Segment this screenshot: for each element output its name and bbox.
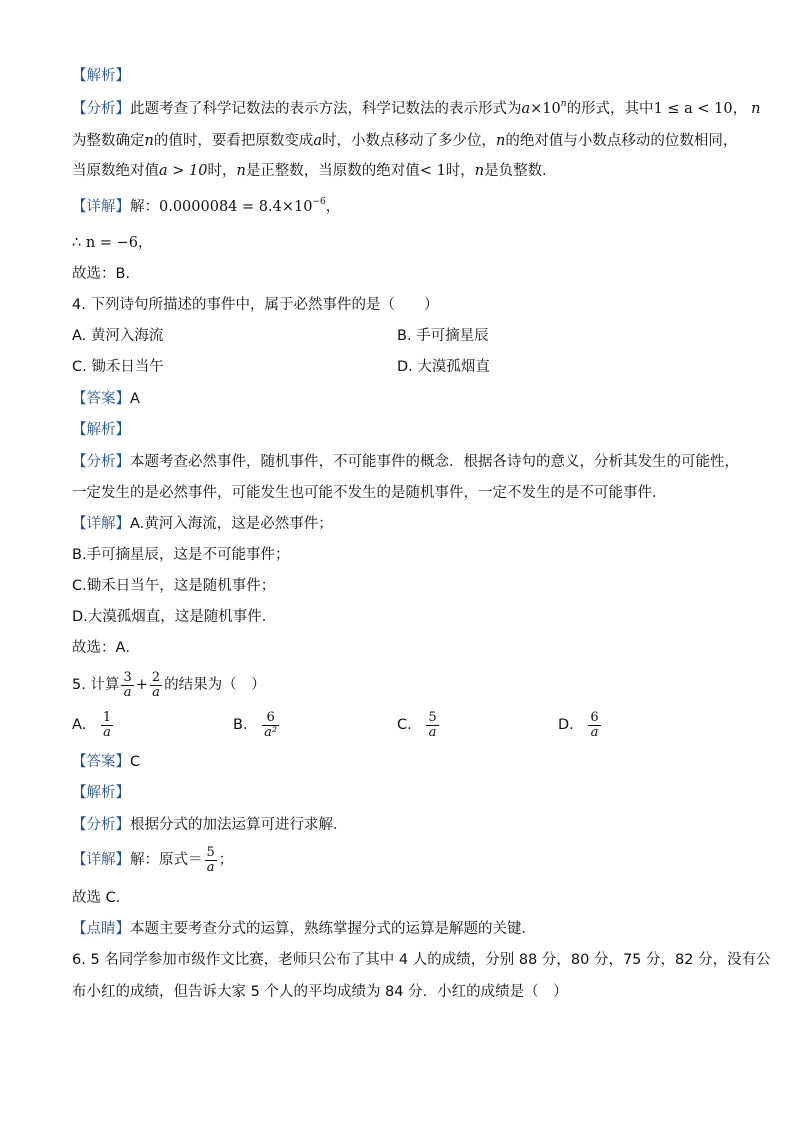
text: 时，小数点移动了多少位， — [322, 133, 496, 149]
q4-xiangjie-4: D.大漠孤烟直，这是随机事件． — [72, 609, 277, 625]
q5-dianjing — [72, 919, 724, 939]
q3-fenxi-line-3 — [72, 161, 724, 181]
fraction — [101, 711, 113, 740]
q3-jiexi-heading — [72, 66, 724, 86]
answer-tag: 【答案】 — [72, 391, 130, 407]
q4-option-b: B. 手可摘星辰 — [397, 328, 489, 344]
text: 的值时，要看把原数变成 — [153, 133, 314, 149]
q4-guxuan: 故选：A． — [72, 640, 140, 656]
numerator: 1 — [102, 709, 112, 725]
numerator: 2 — [151, 669, 161, 685]
fraction — [150, 671, 162, 700]
fraction — [205, 846, 217, 875]
jiexi-tag: 【解析】 — [72, 785, 130, 801]
numerator: 6 — [590, 709, 599, 725]
q5-xiangjie — [72, 845, 724, 875]
fenxi-tag: 【分析】 — [72, 817, 130, 833]
fraction — [588, 711, 600, 740]
text: 为整数确定 — [72, 133, 145, 149]
text: 的结果为（ ） — [164, 677, 266, 693]
text: 解：原式＝ — [130, 852, 203, 868]
text: ， — [732, 101, 748, 117]
q4-stem: 4. 下列诗句所描述的事件中，属于必然事件的是（ ） — [72, 297, 439, 313]
q4-option-c: C. 锄禾日当午 — [72, 359, 164, 375]
q3-fenxi-line-2 — [72, 131, 738, 151]
q4-jiexi-heading — [72, 420, 724, 440]
math: 1 ≤ a < 10 — [653, 101, 733, 117]
text: 时， — [207, 163, 237, 179]
text: 根据分式的加法运算可进行求解． — [130, 817, 348, 833]
xiangjie-tag: 【详解】 — [72, 516, 130, 532]
math: < 1 — [419, 163, 446, 179]
text: 是负整数． — [484, 163, 557, 179]
q5-option-b — [233, 710, 281, 740]
option-label: D. — [558, 717, 574, 733]
q3-fenxi-line-1 — [72, 99, 761, 119]
q5-option-a — [72, 710, 115, 740]
fenxi-tag: 【分析】 — [72, 101, 130, 117]
q4-answer — [72, 389, 724, 409]
q6-stem-line-1: 6. 5 名同学参加市级作文比赛，老师只公布了其中 4 人的成绩，分别 88 分，80 分，75 分，82 分，没有公 — [72, 952, 771, 968]
math: n — [474, 163, 485, 179]
q4-fenxi-line-1 — [72, 452, 739, 472]
xiangjie-tag: 【详解】 — [72, 199, 130, 215]
q4-option-a: A. 黄河入海流 — [72, 328, 164, 344]
option-label: A. — [72, 717, 87, 733]
denominator: a — [103, 724, 111, 740]
q3-xiangjie — [72, 197, 724, 217]
q6-stem-line-2: 布小红的成绩，但告诉大家 5 个人的平均成绩为 84 分．小红的成绩是（ ） — [72, 984, 568, 1000]
q4-option-d: D. 大漠孤烟直 — [397, 359, 490, 375]
q4-xiangjie-1 — [72, 514, 724, 534]
xiangjie-tag: 【详解】 — [72, 852, 130, 868]
q3-therefore: ∴ n = −6， — [72, 235, 153, 251]
q4-fenxi-line-2: 一定发生的是必然事件，可能发生也可能不发生的是随机事件，一定不发生的是不可能事件． — [72, 485, 667, 501]
jiexi-tag: 【解析】 — [72, 422, 130, 438]
numerator: 6 — [262, 711, 279, 726]
numerator: 5 — [428, 709, 437, 725]
q5-fenxi — [72, 815, 724, 835]
text: 时， — [445, 163, 475, 179]
text: ； — [218, 852, 234, 868]
denominator: a — [428, 724, 437, 740]
text: A.黄河入海流，这是必然事件； — [130, 516, 333, 532]
q5-guxuan: 故选 C． — [72, 890, 131, 906]
fraction — [426, 711, 438, 740]
q5-jiexi-heading — [72, 783, 724, 803]
text: 本题考查必然事件，随机事件，不可能事件的概念．根据各诗句的意义，分析其发生的可能性， — [130, 454, 739, 470]
denominator: a — [123, 684, 132, 700]
math-exponent: −6 — [312, 197, 326, 208]
math: a > 10 — [159, 163, 208, 179]
text: 解： — [130, 199, 159, 215]
q5-answer — [72, 752, 724, 772]
math: a — [521, 101, 531, 117]
option-label: C. — [397, 717, 412, 733]
text: 本题主要考查分式的运算，熟练掌握分式的运算是解题的关键． — [130, 921, 536, 937]
math: n — [236, 163, 246, 179]
math: 0.0000084 = 8.4×10 — [159, 199, 313, 215]
answer-value: C — [130, 754, 141, 770]
math: n — [496, 133, 506, 149]
numerator: 3 — [123, 669, 132, 685]
numerator: 5 — [206, 844, 215, 860]
math: a — [313, 133, 322, 149]
q3-guxuan: 故选：B． — [72, 266, 140, 282]
text: 5. 计算 — [72, 677, 120, 693]
math: n — [144, 133, 154, 149]
q5-stem — [72, 670, 724, 700]
math: ×10 — [530, 101, 561, 117]
answer-value: A — [130, 391, 140, 407]
q4-xiangjie-2: B.手可摘星辰，这是不可能事件； — [72, 547, 290, 563]
text: 的形式，其中 — [566, 101, 654, 117]
text: 的绝对值与小数点移动的位数相同， — [505, 133, 738, 149]
denominator: a² — [264, 724, 278, 740]
fenxi-tag: 【分析】 — [72, 454, 130, 470]
fraction — [262, 711, 279, 740]
text: ， — [325, 199, 341, 215]
text: 是正整数，当原数的绝对值 — [245, 163, 420, 179]
fraction — [121, 671, 133, 700]
text: 当原数绝对值 — [72, 163, 159, 179]
denominator: a — [590, 724, 599, 740]
answer-tag: 【答案】 — [72, 754, 130, 770]
denominator: a — [152, 684, 160, 700]
math-exponent: n — [560, 99, 567, 110]
q5-option-d — [558, 710, 603, 740]
q5-option-c — [397, 710, 441, 740]
denominator: a — [206, 859, 215, 875]
option-label: B. — [233, 717, 248, 733]
q4-xiangjie-3: C.锄禾日当午，这是随机事件； — [72, 578, 276, 594]
dianjing-tag: 【点睛】 — [72, 921, 130, 937]
jiexi-tag: 【解析】 — [72, 68, 130, 84]
text: 此题考查了科学记数法的表示方法，科学记数法的表示形式为 — [130, 101, 522, 117]
math: n — [751, 101, 761, 117]
math: + — [135, 677, 148, 693]
